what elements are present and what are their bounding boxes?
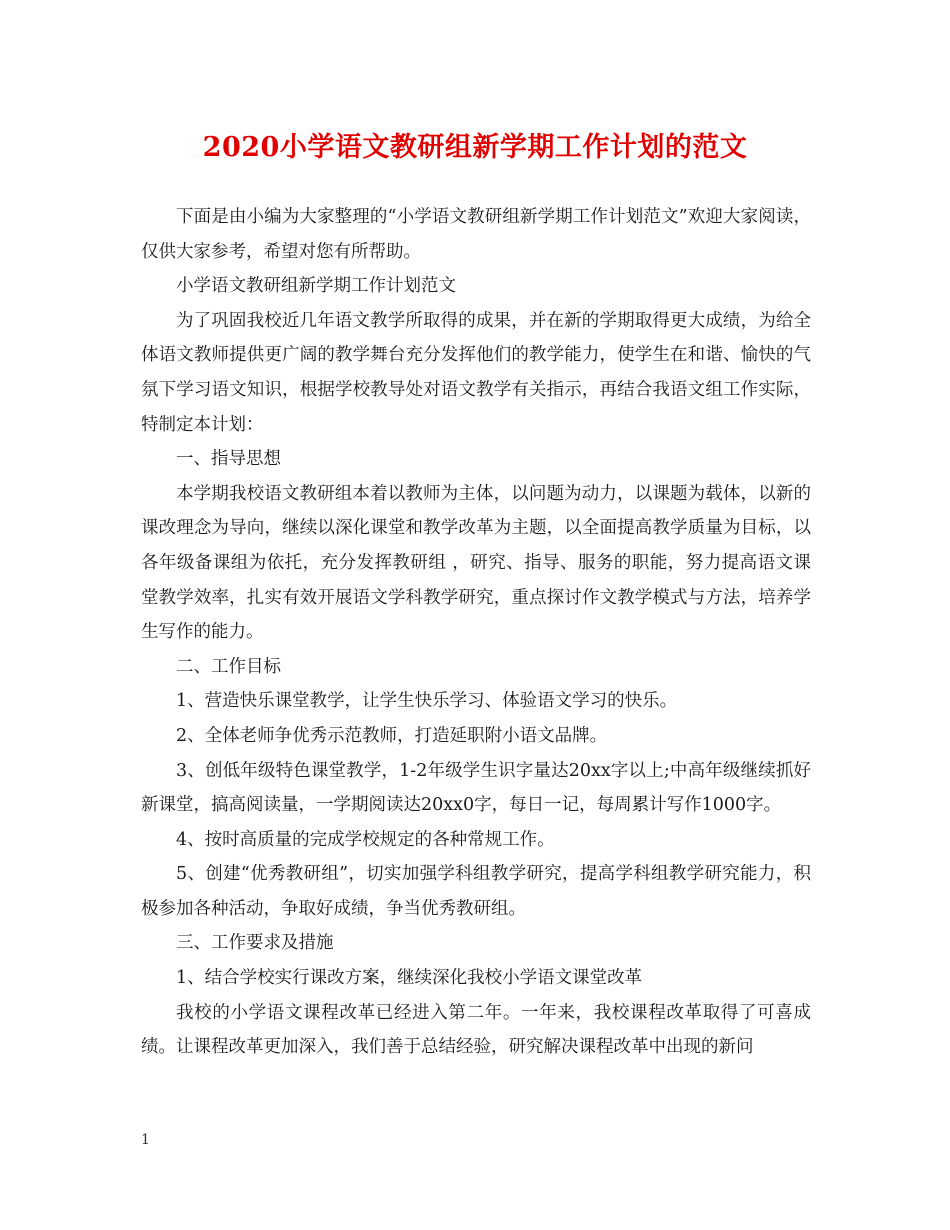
paragraph-intro: 下面是由小编为大家整理的“小学语文教研组新学期工作计划范文”欢迎大家阅读，仅供大家参考，希望对您有所帮助。 xyxy=(141,207,811,262)
section-heading-requirements: 三、工作要求及措施 xyxy=(176,933,334,954)
document-title: 2020小学语文教研组新学期工作计划的范文 xyxy=(202,132,748,163)
goal-item-2: 2、全体老师争优秀示范教师，打造延职附小语文品牌。 xyxy=(176,725,608,746)
requirement-item-1: 1、结合学校实行课改方案，继续深化我校小学语文课堂改革 xyxy=(176,968,643,989)
section-heading-work-goals: 二、工作目标 xyxy=(176,656,281,677)
goal-item-3: 3、创低年级特色课堂教学，1-2年级学生识字量达20xx字以上;中高年级继续抓好新课堂，搞高阅读量，一学期阅读达20xx0字，每日一记，每周累计写作1000字。 xyxy=(141,760,811,816)
page-number: 1 xyxy=(141,1132,150,1148)
paragraph-guiding-thought: 本学期我校语文教研组本着以教师为主体，以问题为动力，以课题为载体，以新的课改理念为导向，继续以深化课堂和教学改革为主题，以全面提高教学质量为目标，以各年级备课组为依托，充分发挥教研组 ，研究、指导、服务的职能，努力提高语文课堂教学效率，扎实有效开展语文学科教学研究，重点探讨作文教学模式与方法，培养学生写作的能力。 xyxy=(141,483,811,643)
paragraph-reform: 我校的小学语文课程改革已经进入第二年。一年来，我校课程改革取得了可喜成绩。让课程改革更加深入，我们善于总结经验，研究解决课程改革中出现的新问 xyxy=(141,1002,811,1058)
paragraph-subtitle: 小学语文教研组新学期工作计划范文 xyxy=(176,276,456,297)
document-body xyxy=(141,200,811,1065)
goal-item-1: 1、营造快乐课堂教学，让学生快乐学习、体验语文学习的快乐。 xyxy=(176,691,678,712)
goal-item-4: 4、按时高质量的完成学校规定的各种常规工作。 xyxy=(176,829,555,850)
goal-item-5: 5、创建“优秀教研组”，切实加强学科组教学研究，提高学科组教学研究能力，积极参加各种活动，争取好成绩，争当优秀教研组。 xyxy=(141,864,811,919)
section-heading-guiding-thought: 一、指导思想 xyxy=(176,449,281,470)
paragraph-purpose: 为了巩固我校近几年语文教学所取得的成果，并在新的学期取得更大成绩，为给全体语文教师提供更广阔的教学舞台充分发挥他们的教学能力，使学生在和谐、愉快的气氛下学习语文知识，根据学校教导处对语文教学有关指示，再结合我语文组工作实际，特制定本计划： xyxy=(141,310,811,435)
